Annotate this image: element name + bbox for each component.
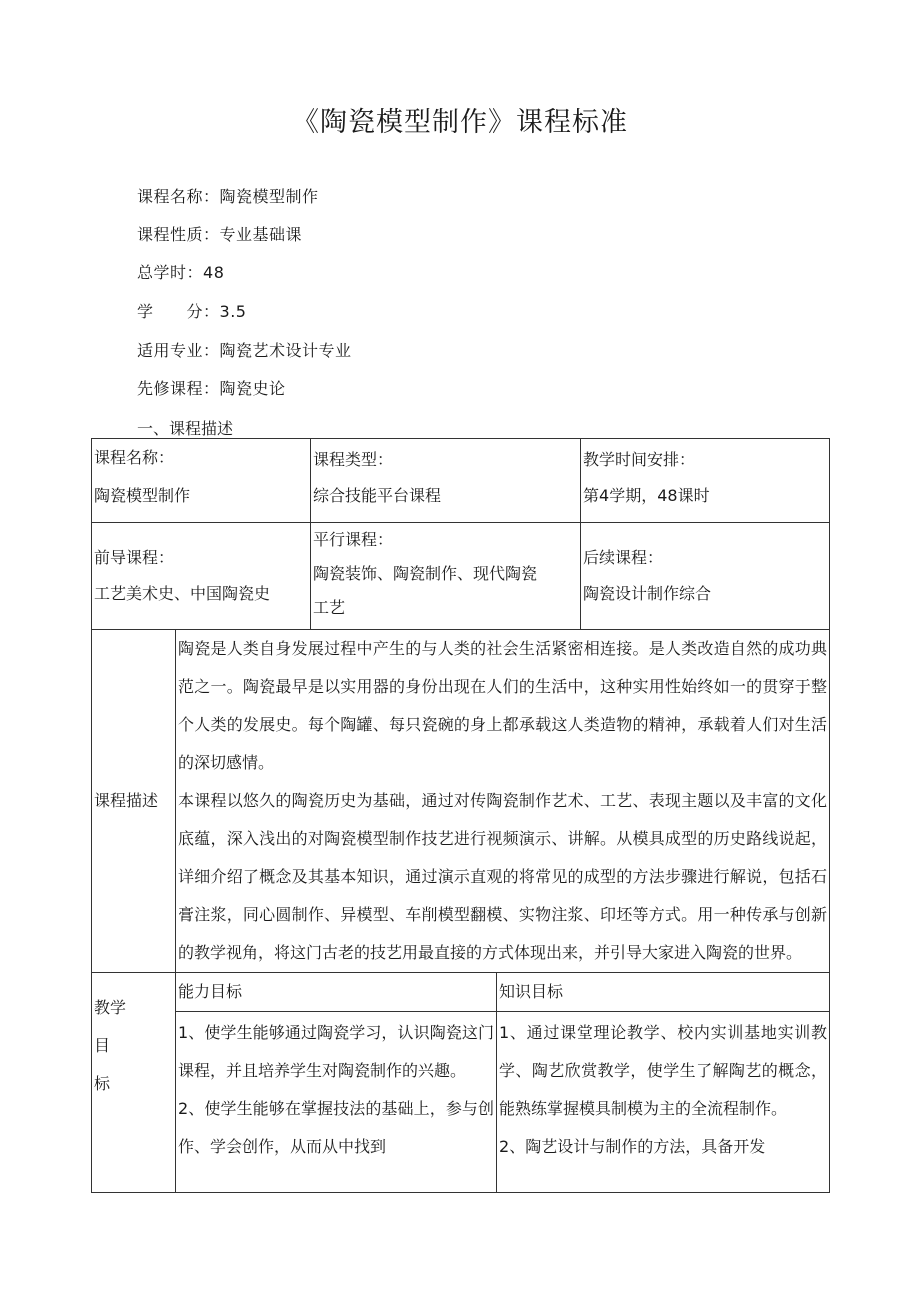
ability-goal-item: 1、使学生能够通过陶瓷学习，认识陶瓷这门课程，并且培养学生对陶瓷制作的兴趣。 — [178, 1023, 495, 1080]
table-row — [92, 523, 830, 630]
knowledge-goal-item: 1、通过课堂理论教学、校内实训基地实训教学、陶艺欣赏教学，使学生了解陶艺的概念，能熟练掌握模具制模为主的全流程制作。 — [499, 1023, 828, 1118]
desc-paragraph: 本课程以悠久的陶瓷历史为基础，通过对传陶瓷制作艺术、工艺、表现主题以及丰富的文化底蕴，深入浅出的对陶瓷模型制作技艺进行视频演示、讲解。从模具成型的历史路线说起，详细介绍了概念及其基本知识，通过演示直观的将常见的成型的方法步骤进行解说，包括石膏注浆，同心圆制作、异模型、车削模型翻模、实物注浆、印坯等方式。用一种传承与创新的教学视角，将这门古老的技艺用最直接的方式体现出来，并引导大家进入陶瓷的世界。 — [178, 791, 828, 962]
cell-course-type: 课程类型： 综合技能平台课程 — [311, 439, 581, 523]
info-total-hours: 总学时：48 — [137, 263, 225, 282]
info-course-name: 课程名称：陶瓷模型制作 — [137, 187, 319, 206]
desc-paragraph: 陶瓷是人类自身发展过程中产生的与人类的社会生活紧密相连接。是人类改造自然的成功典范之一。陶瓷最早是以实用器的身份出现在人们的生活中，这种实用性始终如一的贯穿于整个人类的发展史。每个陶罐、每只瓷碗的身上都承载这人类造物的精神，承载着人们对生活的深切感情。 — [178, 639, 828, 772]
course-description — [176, 630, 830, 973]
page-title: 《陶瓷模型制作》课程标准 — [292, 107, 628, 138]
info-course-nature: 课程性质：专业基础课 — [137, 225, 303, 244]
cell-prereq: 前导课程： 工艺美术史、中国陶瓷史 — [92, 523, 311, 630]
knowledge-goals-header: 知识目标 — [497, 973, 830, 1012]
table-row — [92, 630, 830, 973]
goals-label: 教学 目 标 — [92, 973, 176, 1193]
ability-goals — [176, 1012, 497, 1193]
knowledge-goals — [497, 1012, 830, 1193]
table-row — [92, 1012, 830, 1193]
cell-course-name: 课程名称： 陶瓷模型制作 — [92, 439, 311, 523]
info-credits: 学 分：3.5 — [137, 302, 247, 321]
cell-schedule: 教学时间安排： 第4学期，48课时 — [581, 439, 830, 523]
course-table — [91, 438, 830, 1193]
section-heading: 一、课程描述 — [137, 419, 234, 438]
knowledge-goal-item: 2、陶艺设计与制作的方法，具备开发 — [499, 1137, 766, 1156]
cell-parallel: 平行课程： 陶瓷装饰、陶瓷制作、现代陶瓷工艺 — [311, 523, 581, 630]
table-row — [92, 973, 830, 1012]
table-row — [92, 439, 830, 523]
info-prerequisite: 先修课程：陶瓷史论 — [137, 379, 286, 398]
ability-goal-item: 2、使学生能够在掌握技法的基础上，参与创作、学会创作，从而从中找到 — [178, 1099, 495, 1156]
info-applicable-major: 适用专业：陶瓷艺术设计专业 — [137, 341, 352, 360]
desc-label: 课程描述 — [92, 630, 176, 973]
cell-followup: 后续课程： 陶瓷设计制作综合 — [581, 523, 830, 630]
ability-goals-header: 能力目标 — [176, 973, 497, 1012]
